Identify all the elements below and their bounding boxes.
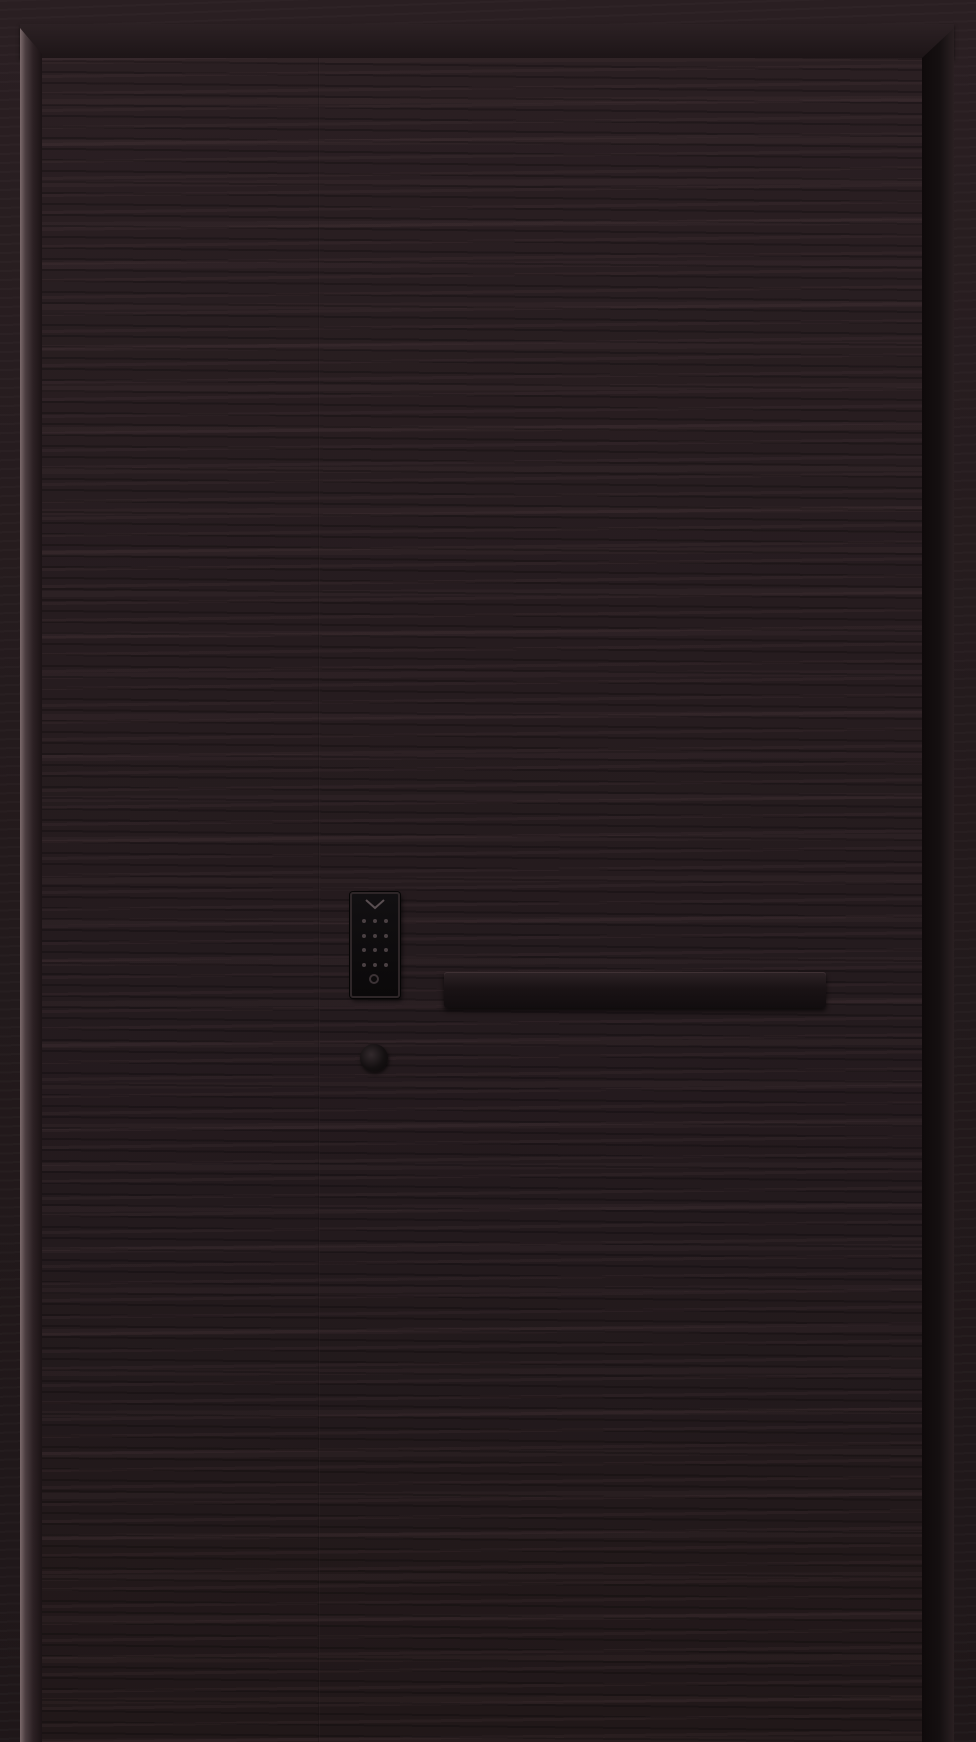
keypad-key[interactable] <box>384 948 388 952</box>
keypad-key[interactable] <box>362 919 366 923</box>
keypad-key[interactable] <box>384 963 388 967</box>
keypad-logo-icon <box>363 898 387 910</box>
keypad-key[interactable] <box>373 934 377 938</box>
door-leaf <box>42 58 922 1742</box>
keypad-icon[interactable] <box>350 892 400 998</box>
door-panel-seam <box>318 58 320 1742</box>
keypad-key[interactable] <box>384 919 388 923</box>
door-frame-right-edge <box>922 28 954 1742</box>
door-frame-top <box>20 24 954 58</box>
keypad-key[interactable] <box>362 934 366 938</box>
fingerprint-sensor-icon[interactable] <box>369 974 379 984</box>
peephole-icon <box>360 1044 388 1072</box>
keypad-key[interactable] <box>373 963 377 967</box>
handle-bar-icon[interactable] <box>444 972 826 1008</box>
keypad-keys <box>361 916 389 970</box>
door-frame-left-edge <box>20 28 42 1742</box>
keypad-key[interactable] <box>362 963 366 967</box>
keypad-key[interactable] <box>384 934 388 938</box>
keypad-key[interactable] <box>373 948 377 952</box>
keypad-key[interactable] <box>362 948 366 952</box>
keypad-key[interactable] <box>373 919 377 923</box>
